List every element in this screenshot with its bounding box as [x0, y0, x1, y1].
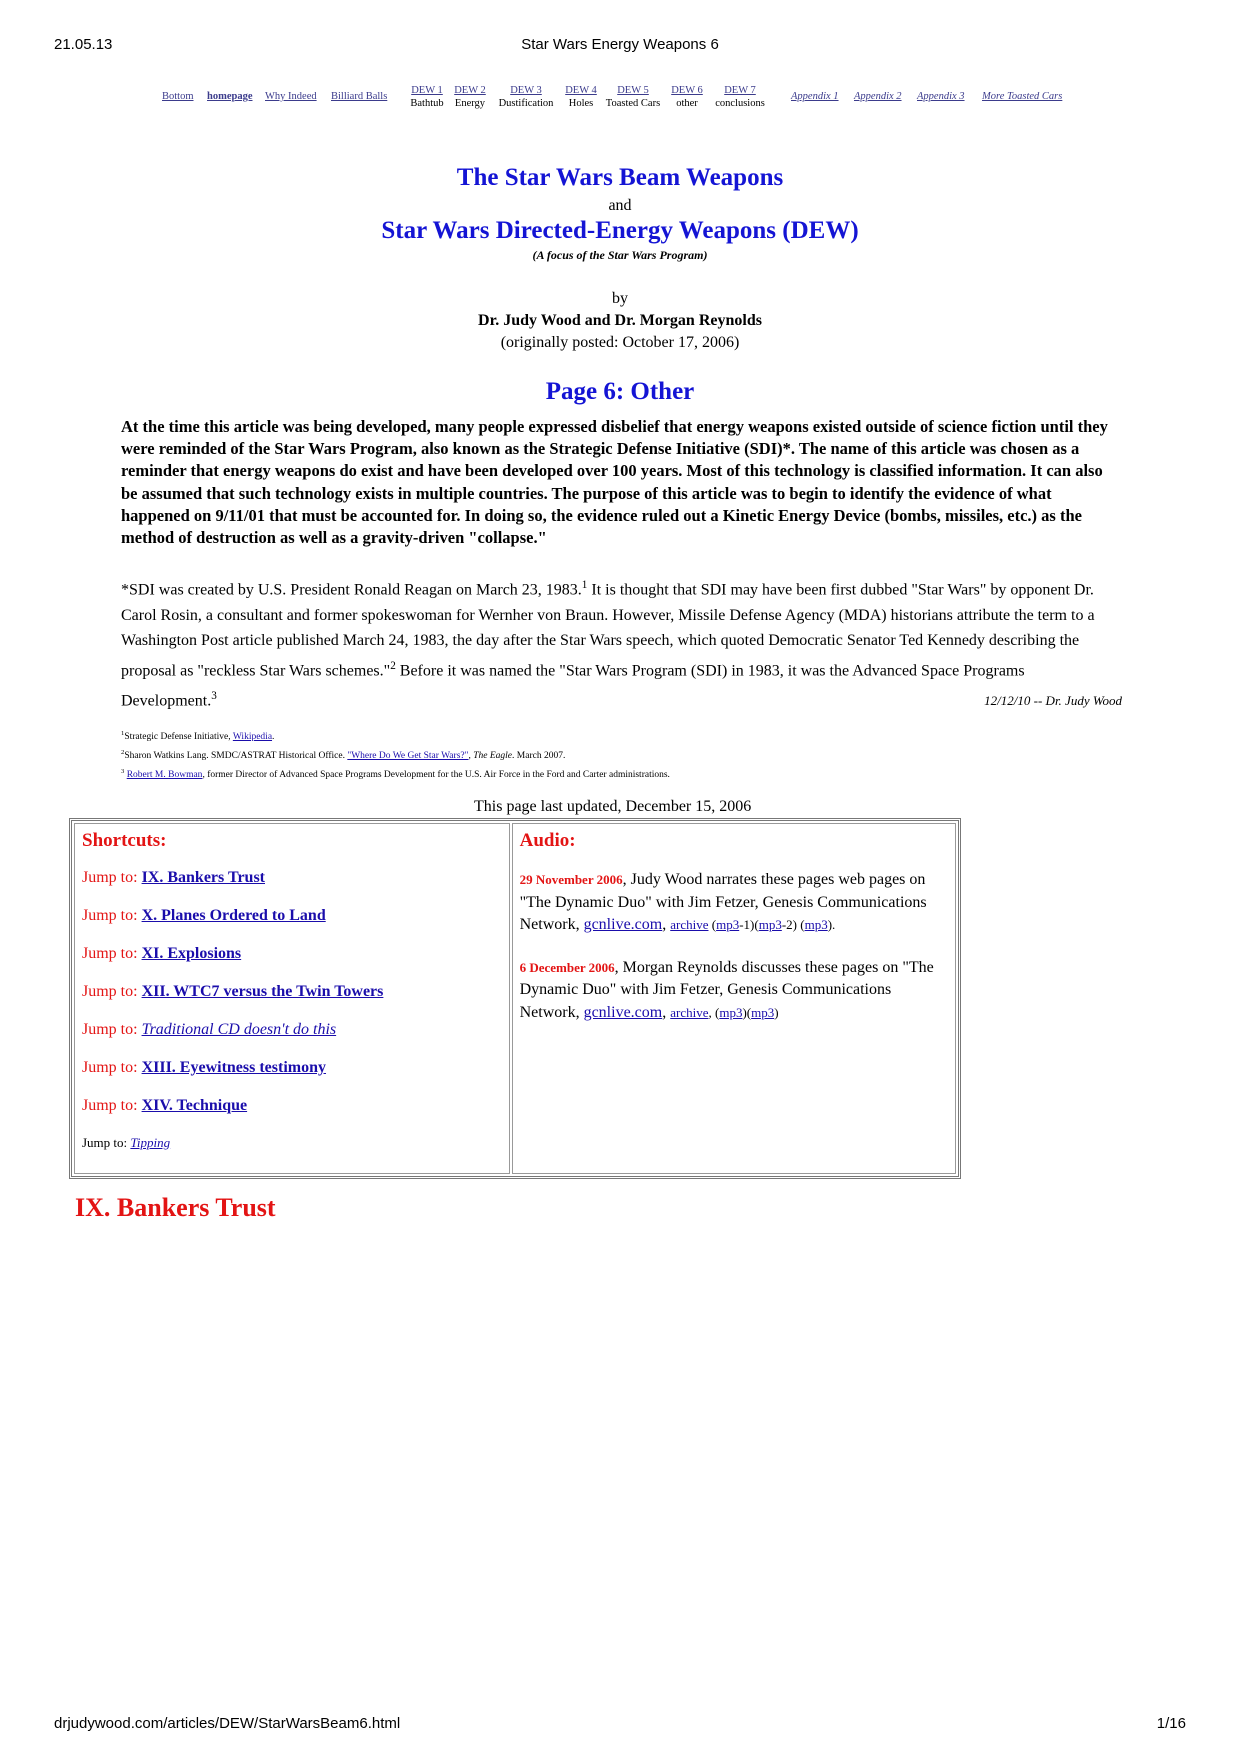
footnote-3	[121, 764, 670, 783]
shortcuts-audio-table	[69, 818, 961, 1179]
intro-paragraph: At the time this article was being developed, many people expressed disbelief that energy weapons existed outside of science fiction until they were reminded of the Star Wars Program, also known as the Strategic Defense Initiative (SDI)*. The name of this article was chosen as a reminder that energy weapons do exist and have been developed over 100 years. Most of this technology is classified information. It can also be assumed that such technology exists in multiple countries. The purpose of this article was to begin to identify the evidence of what happened on 9/11/01 that must be accounted for. In doing so, the evidence ruled out a Kinetic Energy Device (bombs, missiles, etc.) as the method of destruction as well as a gravity-driven "collapse."	[121, 417, 1108, 548]
jump-label: Jump to:	[82, 1021, 138, 1038]
sdi-paragraph	[121, 573, 1122, 713]
nav-dew1-caption: Bathtub	[410, 98, 444, 109]
nav-bottom-link[interactable]: Bottom	[162, 91, 194, 102]
audio-entry-1-comma: ,	[662, 916, 671, 933]
nav-dew2[interactable]	[449, 84, 491, 110]
print-page-number: 1/16	[1156, 1715, 1186, 1732]
footnote-ref-1: 1	[581, 579, 588, 591]
posted-date: (originally posted: October 17, 2006)	[500, 334, 740, 351]
nav-appendix-2-link[interactable]: Appendix 2	[854, 91, 902, 102]
section-heading-bankers-trust: IX. Bankers Trust	[75, 1193, 276, 1222]
wikipedia-link[interactable]: Wikipedia	[232, 732, 273, 743]
footnote-ref-2: 2	[390, 659, 396, 672]
jump-label: Jump to:	[82, 1135, 128, 1150]
audio-entry-1-paren: (	[708, 917, 717, 932]
jump-item	[82, 945, 502, 963]
nav-billiard-balls-link[interactable]: Billiard Balls	[331, 91, 388, 102]
footnote-2-text: Sharon Watkins Lang. SMDC/ASTRAT Historical Office.	[124, 751, 348, 762]
nav-dew2-caption: Energy	[454, 98, 486, 109]
nav-dew7-caption: conclusions	[715, 98, 765, 109]
jump-traditional-cd-link[interactable]: Traditional CD doesn't do this	[141, 1021, 337, 1038]
audio-entry-1-part2-suffix: -2) (	[781, 917, 805, 932]
audio-entry-2-text: , Morgan Reynolds discusses these pages on "The Dynamic Duo" with Jim Fetzer, Genesis Communications Network,	[519, 958, 934, 1021]
page-heading: Page 6: Other	[545, 378, 695, 405]
gcnlive-link[interactable]: gcnlive.com	[583, 916, 663, 933]
footnote-3-text: , former Director of Advanced Space Programs Development for the U.S. Air Force in the Ford and Carter administrations.	[202, 770, 670, 781]
footnote-3-number: 3	[121, 768, 125, 776]
robert-bowman-link[interactable]: Robert M. Bowman	[126, 770, 203, 781]
audio-entry-2-end: )	[774, 1004, 779, 1020]
print-date: 21.05.13	[54, 36, 113, 53]
mp3-link[interactable]: mp3	[719, 1004, 743, 1020]
nav-more-toasted-cars-link[interactable]: More Toasted Cars	[982, 91, 1063, 102]
audio-entry-1-end: ).	[827, 917, 836, 932]
last-updated-text: This page last updated, December 15, 2006	[474, 798, 752, 815]
nav-appendix-3-link[interactable]: Appendix 3	[917, 91, 965, 102]
nav-appendix-1-link[interactable]: Appendix 1	[791, 91, 839, 102]
audio-entry-2	[520, 957, 948, 1025]
jump-label: Jump to:	[82, 1097, 138, 1114]
audio-entry-2-separator: )(	[742, 1004, 752, 1020]
shortcuts-title: Shortcuts:	[82, 830, 167, 851]
footnotes	[121, 726, 670, 783]
title-conjunction: and	[608, 197, 632, 214]
footnote-1-text: Strategic Defense Initiative,	[124, 732, 233, 743]
footnote-ref-3: 3	[211, 689, 217, 702]
nav-dew6-caption: other	[676, 98, 698, 109]
archive-link[interactable]: archive	[670, 1004, 709, 1020]
signature: 12/12/10 -- Dr. Judy Wood	[984, 693, 1122, 708]
nav-dew5[interactable]	[601, 84, 665, 110]
jump-eyewitness-link[interactable]: XIII. Eyewitness testimony	[141, 1059, 327, 1076]
shortcuts-cell	[74, 823, 510, 1174]
audio-entry-1-text: , Judy Wood narrates these pages web pages on	[622, 871, 926, 888]
nav-dew2-link[interactable]: DEW 2	[454, 85, 486, 96]
byline-by: by	[612, 290, 628, 307]
sdi-text-1: *SDI was created by U.S. President Ronald Reagan on March 23, 1983.	[121, 581, 582, 599]
audio-entry-1	[520, 869, 948, 937]
archive-link[interactable]: archive	[670, 917, 709, 932]
audio-cell	[512, 823, 956, 1174]
jump-explosions-link[interactable]: XI. Explosions	[141, 945, 242, 962]
audio-entry-2-paren: , (	[708, 1004, 720, 1020]
jump-label: Jump to:	[82, 907, 138, 924]
nav-dew3[interactable]	[491, 84, 561, 110]
jump-technique-link[interactable]: XIV. Technique	[141, 1097, 248, 1114]
nav-dew4-caption: Holes	[568, 98, 594, 109]
footnote-2-number: 2	[121, 749, 125, 757]
jump-label: Jump to:	[82, 869, 138, 886]
mp3-full-link[interactable]: mp3	[804, 917, 828, 932]
authors: Dr. Judy Wood and Dr. Morgan Reynolds	[478, 312, 762, 329]
nav-dew3-caption: Dustification	[498, 98, 554, 109]
nav-dew4[interactable]	[561, 84, 601, 110]
jump-item	[82, 1059, 502, 1077]
jump-item	[82, 907, 502, 925]
star-wars-article-link[interactable]: "Where Do We Get Star Wars?"	[347, 751, 469, 762]
nav-dew1[interactable]	[405, 84, 449, 110]
nav-why-indeed-link[interactable]: Why Indeed	[265, 91, 317, 102]
nav-dew6[interactable]	[665, 84, 709, 110]
subtitle: (A focus of the Star Wars Program)	[532, 248, 708, 262]
nav-dew4-link[interactable]: DEW 4	[565, 85, 597, 96]
jump-label: Jump to:	[82, 983, 138, 1000]
jump-item	[82, 1097, 502, 1115]
jump-item	[82, 1021, 502, 1039]
jump-item	[82, 1135, 502, 1151]
jump-tipping-link[interactable]: Tipping	[130, 1135, 171, 1150]
audio-title: Audio:	[519, 830, 576, 851]
audio-entry-1-date: 29 November 2006	[519, 872, 623, 887]
jump-label: Jump to:	[82, 945, 138, 962]
mp3-part1-link[interactable]: mp3	[716, 917, 740, 932]
footnote-1	[121, 726, 670, 745]
footnote-2-publication: The Eagle	[473, 751, 513, 762]
jump-bankers-trust-link[interactable]: IX. Bankers Trust	[141, 869, 265, 886]
audio-entry-2-comma: ,	[662, 1003, 671, 1021]
main-title: The Star Wars Beam Weapons	[456, 164, 784, 191]
audio-entry-1-part1-suffix: -1)(	[739, 917, 759, 932]
sdi-text-2: It is thought that SDI may have been first dubbed "Star Wars" by opponent Dr. Carol Rosin, a consultant and former spokeswoman for Wernher von Braun. However, Missile Defense Agency (MDA) historians attribute the term to a Washington Post article published March 24, 1983, the day after the Star Wars speech, which quoted Democratic Senator Ted Kennedy describing the proposal as "reckless Star Wars schemes."	[121, 581, 1095, 680]
print-title: Star Wars Energy Weapons 6	[521, 36, 719, 53]
mp3-link[interactable]: mp3	[751, 1004, 775, 1020]
footnote-1-end: .	[272, 732, 275, 743]
nav-homepage-link[interactable]: homepage	[207, 91, 253, 102]
nav-dew1-link[interactable]: DEW 1	[411, 85, 443, 96]
nav-dew7[interactable]	[709, 84, 771, 110]
nav-dew7-link[interactable]: DEW 7	[724, 85, 756, 96]
mp3-part2-link[interactable]: mp3	[758, 917, 782, 932]
jump-planes-ordered-link[interactable]: X. Planes Ordered to Land	[141, 907, 326, 924]
jump-item	[82, 983, 502, 1001]
second-title: Star Wars Directed-Energy Weapons (DEW)	[381, 217, 859, 244]
footnote-2-end: . March 2007.	[512, 751, 566, 762]
nav-dew5-caption: Toasted Cars	[605, 98, 661, 109]
jump-label: Jump to:	[82, 1059, 138, 1076]
footnote-2	[121, 745, 670, 764]
audio-entry-1-text-2: "The Dynamic Duo" with Jim Fetzer, Genesis Communications Network,	[519, 893, 927, 933]
jump-item	[82, 869, 502, 887]
print-url: drjudywood.com/articles/DEW/StarWarsBeam6.html	[54, 1715, 401, 1732]
nav-dew5-link[interactable]: DEW 5	[617, 85, 649, 96]
footnote-2-separator: ,	[468, 751, 474, 762]
sdi-text-3: Before it was named the "Star Wars Program (SDI) in 1983, it was the Advanced Space Programs Development.	[121, 662, 1025, 709]
jump-wtc7-link[interactable]: XII. WTC7 versus the Twin Towers	[141, 983, 384, 1000]
gcnlive-link[interactable]: gcnlive.com	[583, 1003, 663, 1021]
audio-entry-2-date: 6 December 2006	[519, 959, 615, 975]
nav-dew6-link[interactable]: DEW 6	[671, 85, 703, 96]
nav-dew3-link[interactable]: DEW 3	[510, 85, 542, 96]
footnote-1-number: 1	[121, 730, 125, 737]
